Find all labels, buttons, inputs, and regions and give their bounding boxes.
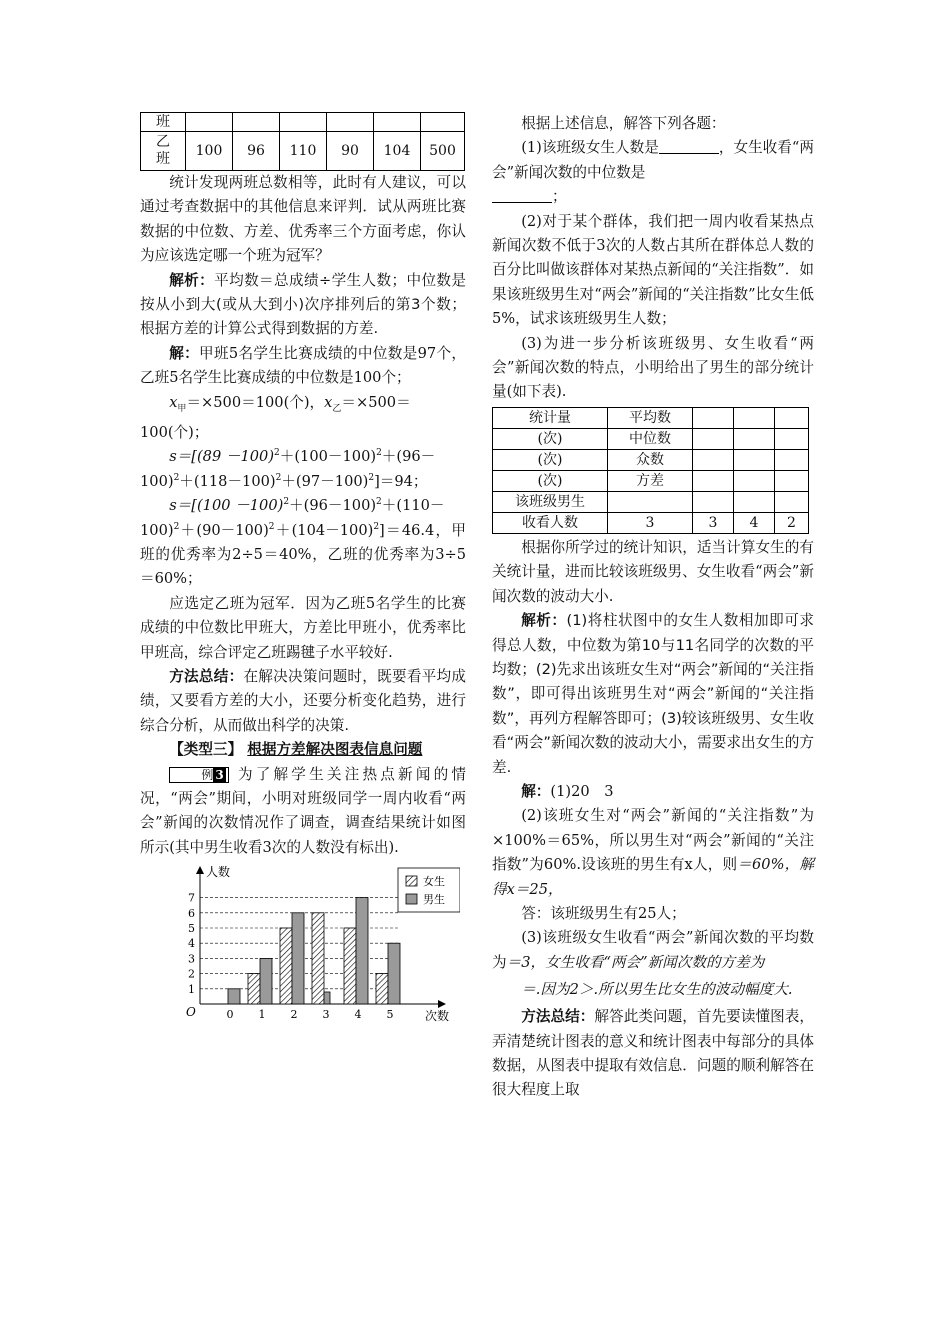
y-tick-label: 3 bbox=[188, 952, 195, 966]
table-cell bbox=[608, 491, 693, 512]
bar-girls bbox=[248, 974, 260, 1004]
x-tick-label: 0 bbox=[226, 1008, 234, 1022]
superscript: 2 bbox=[368, 472, 375, 483]
y-tick-label: 5 bbox=[188, 922, 195, 936]
table-cell bbox=[775, 449, 809, 470]
y-tick-label: 6 bbox=[188, 907, 195, 921]
example-paragraph bbox=[140, 763, 466, 861]
formula-text: [(89 －100) bbox=[191, 448, 275, 466]
table-cell bbox=[734, 491, 775, 512]
formula-text: ＋(97－100) bbox=[281, 472, 369, 490]
bar-boys bbox=[260, 959, 272, 1005]
q1-text: ； bbox=[552, 188, 567, 206]
formula-text: ＋(90－100) bbox=[179, 521, 269, 539]
analysis-paragraph bbox=[140, 269, 466, 342]
bar-girls bbox=[376, 974, 388, 1004]
table-row bbox=[493, 470, 809, 491]
superscript: 2 bbox=[275, 472, 282, 483]
table-row bbox=[493, 449, 809, 470]
superscript: 2 bbox=[376, 497, 382, 508]
table-row bbox=[141, 113, 465, 132]
subscript: 甲 bbox=[177, 403, 187, 414]
example-text: 为了解学生关注热点新闻的情况，“两会”期间，小明对班级同学一周内收看“两会”新闻的次数情况作了调查，调查结果统计如图所示(其中男生收看3次的人数没有标出). bbox=[140, 765, 466, 856]
analysis-text: 平均数＝总成绩÷学生人数；中位数是按从小到大(或从大到小)次序排列后的第3个数；根据方差的计算公式得到数据的方差. bbox=[140, 271, 466, 338]
bar-girls bbox=[344, 928, 356, 1004]
bar-boys bbox=[228, 989, 240, 1004]
table-cell bbox=[693, 470, 734, 491]
table-cell bbox=[693, 428, 734, 449]
table-cell: 500 bbox=[421, 132, 465, 171]
table-cell: 2 bbox=[775, 512, 809, 533]
type3-heading bbox=[140, 738, 466, 762]
formula-text: ＋(118－100) bbox=[179, 472, 276, 490]
table-cell bbox=[775, 428, 809, 449]
variance-formula-2 bbox=[140, 494, 466, 592]
x-tick-label: 4 bbox=[354, 1008, 362, 1022]
table-cell: 3 bbox=[693, 512, 734, 533]
x-var: x bbox=[324, 393, 333, 411]
table-cell: 众数 bbox=[608, 449, 693, 470]
table-cell: 100 bbox=[186, 132, 233, 171]
table-cell bbox=[734, 449, 775, 470]
analysis-label: 解析： bbox=[521, 612, 567, 630]
legend-swatch-boys bbox=[406, 894, 417, 904]
table-cell: 96 bbox=[233, 132, 280, 171]
superscript: 2 bbox=[274, 448, 280, 459]
bar-chart bbox=[170, 864, 460, 1024]
solution-text: (3)该班级女生收看“两会”新闻次数的平均数为 bbox=[492, 929, 814, 971]
formula-text: [(100 －100) bbox=[191, 497, 284, 515]
formula-text: 100) bbox=[140, 472, 174, 490]
row-label: 乙 bbox=[156, 134, 170, 150]
table-cell: 收看人数 bbox=[493, 512, 608, 533]
y-tick-label: 2 bbox=[188, 967, 195, 981]
row-label: 班 bbox=[156, 151, 170, 167]
variance-formula-1 bbox=[140, 445, 466, 494]
right-column bbox=[492, 112, 814, 1103]
table-cell bbox=[734, 470, 775, 491]
solution-text: (1)20 3 bbox=[550, 782, 614, 800]
y-tick-label: 1 bbox=[188, 983, 195, 997]
superscript: 2 bbox=[268, 521, 275, 532]
table-cell bbox=[327, 113, 374, 132]
x-var: x bbox=[169, 393, 178, 411]
superscript: 2 bbox=[173, 472, 180, 483]
table-cell: (次) bbox=[493, 428, 608, 449]
table-cell: 平均数 bbox=[608, 407, 693, 428]
left-column bbox=[140, 112, 466, 1024]
solution-label: 解： bbox=[521, 782, 551, 800]
answer-blank bbox=[492, 188, 552, 203]
table-row bbox=[141, 132, 465, 171]
solution-text: (2)该班女生对“两会”新闻的“关注指数”为×100%＝65%，所以男生对“两会”新闻的“关注指数”为60%.设该班的男生有x人，则 bbox=[492, 807, 814, 874]
answer-line: 答：该班级男生有25人； bbox=[521, 904, 686, 922]
method-label: 方法总结： bbox=[521, 1008, 595, 1026]
table-row bbox=[493, 407, 809, 428]
table-cell bbox=[280, 113, 327, 132]
solution-label: 解： bbox=[169, 344, 200, 362]
method-text: 解答此类问题，首先要读懂图表，弄清楚统计图表的意义和统计图表中每部分的具体数据，从图表中提取有效信息．问题的顺利解答在很大程度上取 bbox=[492, 1008, 814, 1099]
y-axis-label: 人数 bbox=[206, 865, 231, 880]
table-cell: 该班级男生 bbox=[493, 491, 608, 512]
table-row bbox=[493, 428, 809, 449]
x-axis-arrow-icon bbox=[438, 1000, 446, 1008]
table-cell: 104 bbox=[374, 132, 421, 171]
method-summary bbox=[492, 1005, 814, 1103]
formula-text: s＝ bbox=[169, 497, 192, 515]
table-cell: (次) bbox=[493, 449, 608, 470]
bar-girls bbox=[312, 913, 324, 1004]
table-cell: 方差 bbox=[608, 470, 693, 491]
x-tick-label: 2 bbox=[290, 1008, 298, 1022]
bar-boys bbox=[292, 913, 304, 1004]
question-3: (3)为进一步分析该班级男、女生收看“两会”新闻次数的特点，小明给出了男生的部分统计量(如下表). bbox=[492, 334, 814, 401]
table-cell: (次) bbox=[493, 470, 608, 491]
analysis-label: 解析： bbox=[169, 271, 215, 289]
table-cell: 中位数 bbox=[608, 428, 693, 449]
method-label: 方法总结： bbox=[169, 668, 244, 686]
formula-text: ]＝46.4，甲班的优秀率为2÷5＝40%，乙班的优秀率为3÷5＝60%； bbox=[140, 521, 466, 588]
table-cell bbox=[693, 491, 734, 512]
table-cell bbox=[775, 407, 809, 428]
superscript: 2 bbox=[173, 521, 180, 532]
type3-title: 根据方差解决图表信息问题 bbox=[247, 741, 423, 759]
table-cell bbox=[775, 491, 809, 512]
table-cell bbox=[421, 113, 465, 132]
table-cell bbox=[734, 407, 775, 428]
table-cell bbox=[233, 113, 280, 132]
subscript: 乙 bbox=[332, 403, 342, 414]
table-cell: 班 bbox=[141, 113, 186, 132]
x-tick-label: 1 bbox=[258, 1008, 266, 1022]
superscript: 2 bbox=[283, 497, 290, 508]
table-cell bbox=[186, 113, 233, 132]
x-tick-label: 3 bbox=[322, 1008, 330, 1022]
solution-paragraph bbox=[492, 780, 814, 804]
type3-label: 【类型三】 bbox=[169, 741, 243, 759]
bar-boys bbox=[356, 898, 368, 1004]
table-cell: 3 bbox=[608, 512, 693, 533]
superscript: 2 bbox=[373, 521, 380, 532]
x-tick-label: 5 bbox=[386, 1008, 394, 1022]
analysis-text: (1)将柱状图中的女生人数相加即可求得总人数，中位数为第10与11名同学的次数的平均数；(2)先求出该班女生对“两会”新闻的“关注指数”，即可得出该班男生对“两会”新闻的“关注指数”，再列方程解答即可；(3)较该班级男、女生收看“两会”新闻次数的波动大小，需要求出女生的方差. bbox=[492, 612, 814, 776]
paragraph: 根据你所学过的统计知识，适当计算女生的有关统计量，进而比较该班级男、女生收看“两会”新闻次数的波动大小. bbox=[492, 538, 814, 605]
analysis-paragraph bbox=[492, 609, 814, 780]
table-cell bbox=[693, 407, 734, 428]
paragraph: 统计发现两班总数相等，此时有人建议，可以通过考查数据中的其他信息来评判．试从两班比赛数据的中位数、方差、优秀率三个方面考虑，你认为应该选定哪一个班为冠军？ bbox=[140, 174, 466, 265]
table-row bbox=[493, 491, 809, 512]
formula-text: ＝×500＝100(个)， bbox=[186, 393, 325, 411]
table-row bbox=[493, 512, 809, 533]
table-cell bbox=[734, 428, 775, 449]
y-tick-label: 4 bbox=[188, 937, 195, 951]
question-2: (2)对于某个群体，我们把一周内收看某热点新闻次数不低于3次的人数占其所在群体总人数的百分比叫做该群体对某热点新闻的“关注指数”．如果该班级男生对“两会”新闻的“关注指数”比女生低5%，试求该班级男生人数； bbox=[492, 212, 814, 328]
origin-label: O bbox=[186, 1005, 196, 1020]
formula-text: 100(个)； bbox=[140, 423, 209, 441]
table-cell bbox=[693, 449, 734, 470]
bar-girls bbox=[280, 928, 292, 1004]
score-table bbox=[140, 112, 465, 171]
example-label: 例 bbox=[201, 767, 214, 782]
method-summary bbox=[140, 665, 466, 738]
legend-label-boys: 男生 bbox=[423, 893, 445, 907]
method-text: 在解决决策问题时，既要看平均成绩，又要看方差的大小，还要分析变化趋势，进行综合分析，从而做出科学的决策. bbox=[140, 668, 466, 734]
solution-2 bbox=[492, 804, 814, 902]
question-1 bbox=[492, 136, 814, 209]
solution-paragraph bbox=[140, 342, 466, 391]
mean-formula bbox=[140, 391, 466, 446]
solution-text: ＝3，女生收看“两会”新闻次数的方差为 bbox=[506, 953, 765, 971]
legend-label-girls: 女生 bbox=[423, 875, 445, 889]
solution-3-cont: ＝.因为2＞.所以男生比女生的波动幅度大. bbox=[521, 981, 793, 999]
bar-boys-unknown bbox=[324, 992, 330, 1004]
solution-3 bbox=[492, 926, 814, 975]
formula-text: ＋(96－100) bbox=[289, 497, 377, 515]
example-badge bbox=[169, 767, 229, 783]
formula-text: ]＝94； bbox=[374, 472, 428, 490]
formula-text: ＋(100－100) bbox=[279, 448, 377, 466]
formula-text: ＝×500＝ bbox=[341, 393, 411, 411]
bar-boys bbox=[388, 943, 400, 1004]
x-axis-label: 次数 bbox=[425, 1009, 450, 1024]
superscript: 2 bbox=[376, 448, 382, 459]
intro-paragraph: 根据上述信息，解答下列各题： bbox=[521, 115, 726, 132]
table-cell bbox=[141, 132, 186, 171]
example-number: 3 bbox=[215, 767, 224, 782]
table-cell: 110 bbox=[280, 132, 327, 171]
q1-text: (1)该班级女生人数是 bbox=[521, 139, 659, 157]
solution-text: ＝60%，解得x＝25， bbox=[492, 856, 814, 898]
formula-text: ＋(96－ bbox=[381, 448, 436, 466]
table-cell bbox=[775, 470, 809, 491]
formula-text: 100) bbox=[140, 521, 174, 539]
q1-text: ，女生收看“两会”新闻次数的中位数是 bbox=[492, 139, 814, 181]
formula-text: s＝ bbox=[169, 448, 192, 466]
conclusion-paragraph: 应选定乙班为冠军．因为乙班5名学生的比赛成绩的中位数比甲班大，方差比甲班小，优秀率比甲班高，综合评定乙班踢毽子水平较好. bbox=[140, 594, 466, 661]
y-tick-label: 7 bbox=[188, 891, 195, 905]
table-cell bbox=[374, 113, 421, 132]
formula-text: ＋(104－100) bbox=[274, 521, 374, 539]
y-axis-arrow-icon bbox=[196, 866, 204, 874]
legend-swatch-girls bbox=[406, 876, 417, 886]
solution-text: 甲班5名学生比赛成绩的中位数是97个，乙班5名学生比赛成绩的中位数是100个； bbox=[140, 344, 466, 387]
table-cell: 统计量 bbox=[493, 407, 608, 428]
formula-text: ＋(110－ bbox=[381, 497, 445, 515]
table-cell: 4 bbox=[734, 512, 775, 533]
stats-table bbox=[492, 407, 809, 534]
answer-blank bbox=[659, 139, 719, 154]
table-cell: 90 bbox=[327, 132, 374, 171]
